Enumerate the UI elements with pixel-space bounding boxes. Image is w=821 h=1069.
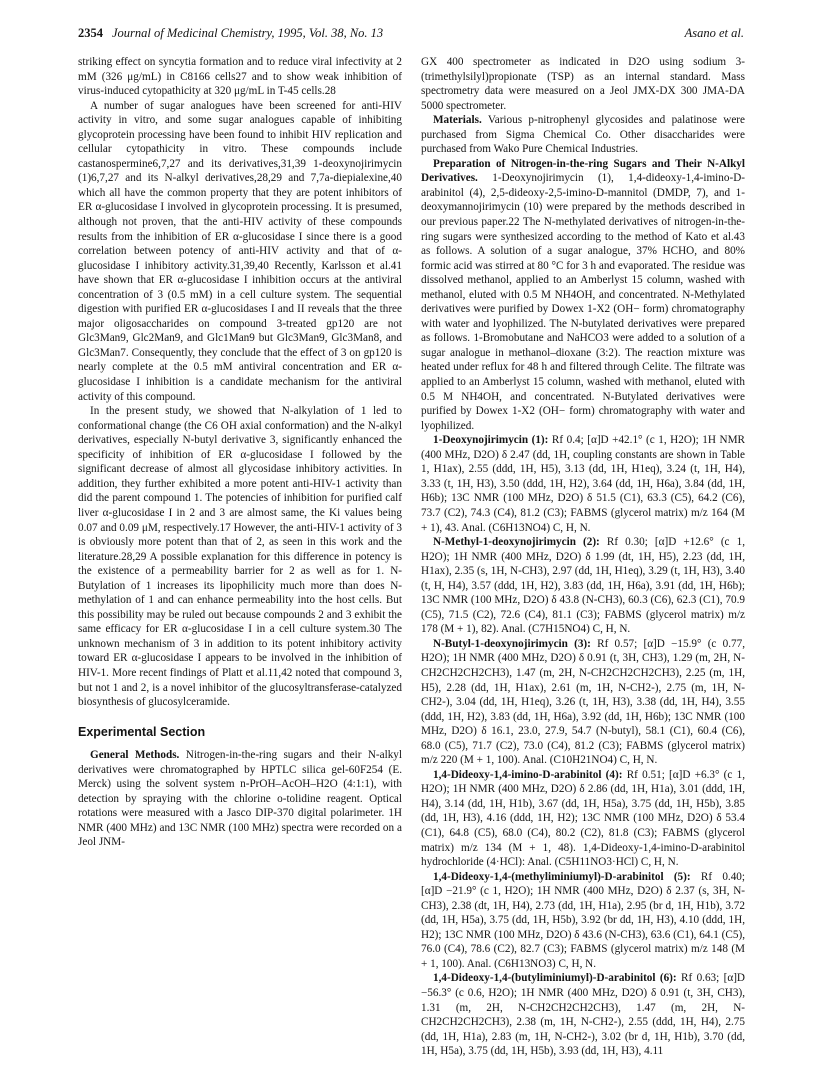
compound-name: 1-Deoxynojirimycin (1): <box>433 434 549 447</box>
run-in-heading: Materials. <box>433 114 482 127</box>
compound-data: Rf 0.30; [α]D +12.6° (c 1, H2O); 1H NMR (400 MHz, D2O) δ 1.99 (dt, 1H, H5), 2.23 (dd, 1H, H1ax), 2.35 (s, 1H, N-CH3), 2.97 (dd, 1H, H1eq), 3.29 (t, 1H, H3), 3.40 (t, H, H4), 3.57 (ddd, 1H, H2), 3.83 (dd, 1H, H6a), 3.91 (dd, 1H, H6b); 13C NMR (100 MHz, D2O) δ 43.8 (N-CH3), 60.3 (C6), 62.3 (C1), 70.9 (C5), 71.5 (C2), 72.6 (C4), 81.1 (C3); FABMS (glycerol matrix) m/z 178 (M + 1), 82). Anal. (C7H15NO4) C, H, N. <box>421 536 745 636</box>
paragraph-text: Nitrogen-in-the-ring sugars and their N-alkyl derivatives were chromatographed by HPTLC silica gel-60F254 (E. Merck) using the solvent system n-PrOH–AcOH–H2O (4:1:1), with detection by spraying with the chlorine o-tolidine reagent. Optical rotations were measured with a Jasco DIP-370 digital polarimeter. 1H NMR (400 MHz) and 13C NMR (100 MHz) spectra were recorded on a Jeol JNM- <box>78 749 402 849</box>
compound-data: Rf 0.4; [α]D +42.1° (c 1, H2O); 1H NMR (400 MHz, D2O) δ 2.47 (dd, 1H, coupling constants are shown in Table 1, H1ax), 2.55 (ddd, 1H, H5), 3.13 (dd, 1H, H1eq), 3.24 (t, 1H, H4), 3.33 (t, 1H, H3), 3.50 (ddd, 1H, H2), 3.64 (dd, 1H, H6a), 3.84 (dd, 1H, H6b); 13C NMR (100 MHz, D2O) δ 51.5 (C1), 63.3 (C5), 64.2 (C6), 73.7 (C2), 74.3 (C4), 81.2 (C3); FABMS (glycerol matrix) m/z 164 (M + 1), 43. Anal. (C6H13NO4) C, H, N. <box>421 434 745 534</box>
compound-entry <box>421 768 745 870</box>
run-in-heading: General Methods. <box>90 749 180 762</box>
compound-data: Rf 0.51; [α]D +6.3° (c 1, H2O); 1H NMR (400 MHz, D2O) δ 2.86 (dd, 1H, H1a), 3.01 (ddd, 1H, H4), 3.14 (dd, 1H, H1b), 3.67 (dd, 1H, H5a), 3.75 (dd, 1H, H5b), 3.85 (dd, 1H, H3), 4.16 (ddd, 1H, H2); 13C NMR (100 MHz, D2O) δ 53.4 (C1), 64.8 (C5), 68.0 (C4), 80.2 (C2), 81.8 (C3); FABMS (glycerol matrix) m/z 134 (M + 1, 48). 1,4-Dideoxy-1,4-imino-D-arabinitol hydrochloride (4·HCl): Anal. (C5H11NO3·HCl) C, H, N. <box>421 768 745 869</box>
compound-data: Rf 0.57; [α]D −15.9° (c 0.77, H2O); 1H NMR (400 MHz, D2O) δ 0.91 (t, 3H, CH3), 1.29 (m, 2H, N-CH2CH2CH2CH3), 1.47 (m, 2H, N-CH2CH2CH2CH3), 2.25 (m, 1H, H5), 2.28 (dd, 1H, H1ax), 2.61 (m, 1H, N-CH2-), 2.75 (m, 1H, N-CH2-), 3.04 (dd, 1H, H1eq), 3.26 (t, 1H, H3), 3.38 (dd, 1H, H4), 3.55 (ddd, 1H, H2), 3.83 (dd, 1H, H6a), 3.92 (dd, 1H, H6b); 13C NMR (100 MHz, D2O) δ 16.1, 23.0, 27.9, 54.7 (N-butyl), 58.1 (C1), 60.4 (C6), 68.0 (C5), 71.7 (C2), 73.0 (C4), 81.2 (C3); FABMS (glycerol matrix) m/z 220 (M + 1, 100). Anal. (C10H21NO4) C, H, N. <box>421 637 746 767</box>
compound-name: N-Methyl-1-deoxynojirimycin (2): <box>433 536 600 549</box>
compound-name: 1,4-Dideoxy-1,4-(butyliminiumyl)-D-arabinitol (6): <box>433 972 677 985</box>
page-number: 2354 <box>78 26 103 40</box>
running-authors: Asano et al. <box>684 26 744 40</box>
right-column <box>421 55 745 1059</box>
body-paragraph: A number of sugar analogues have been screened for anti-HIV activity in vitro, and some sugar analogues capable of inhibiting glycoprotein processing have been found to inhibit HIV replication and cellular cytopathicity in vitro. These compounds include castanospermine6,7,27 and its derivatives,31,39 1-deoxynojirimycin (1)6,7,27 and its N-alkyl derivatives,28,29 and 7,7a-diepialexine,40 which all have the common property that they are potent inhibitors of ER α-glucosidase I involved in glycoprotein processing. It is presumed, although not proven, that the anti-HIV activity of these compounds results from the inhibition of ER α-glucosidase I since there is a good correlation between potency of anti-HIV activity and that of α-glucosidase I inhibitory activity.31,39,40 Recently, Karlsson et al.41 have shown that ER α-glucosidase I inhibition occurs at the antiviral concentration of 3 (0.5 mM) in a cell culture system. The sequential digestion with purified ER α-glucosidases I and II reveals that the three major oligosaccharides on compound 3-treated gp120 are not Glc3Man9, Glc2Man9, and Glc1Man9 but Glc3Man9, Glc3Man8, and Glc3Man7. Consequently, they conclude that the effect of 3 on gp120 is nearly complete at the 0.5 mM antiviral concentration and ER α-glucosidase I inhibition is a candidate mechanism for the antiviral activity of this compound. <box>78 99 402 403</box>
compound-data: Rf 0.40; [α]D −21.9° (c 1, H2O); 1H NMR (400 MHz, D2O) δ 2.37 (s, 3H, N-CH3), 2.38 (dt, 1H, H4), 2.73 (dd, 1H, H1a), 2.95 (br d, 1H, H1b), 3.72 (dd, 1H, H5a), 3.75 (dd, 1H, H5b), 3.92 (br dd, 1H, H3), 4.10 (ddd, 1H, H2); 13C NMR (100 MHz, D2O) δ 43.6 (N-CH3), 63.6 (C1), 64.1 (C5), 76.0 (C4), 78.6 (C2), 82.7 (C3); FABMS (glycerol matrix) m/z 148 (M + 1, 100). Anal. (C6H13NO3) C, H, N. <box>421 870 746 970</box>
preparation-paragraph <box>421 157 745 433</box>
compound-entry <box>421 535 745 637</box>
compound-name: N-Butyl-1-deoxynojirimycin (3): <box>433 637 591 650</box>
compound-entry <box>421 433 745 535</box>
body-paragraph: striking effect on syncytia formation and to reduce viral infectivity at 2 mM (326 μg/mL) in C8166 cells27 and to show weak inhibition of virus-induced cytopathicity at 320 μg/mL in T-45 cells.28 <box>78 56 402 98</box>
body-paragraph: In the present study, we showed that N-alkylation of 1 led to conformational change (the C6 OH axial conformation) and the N-alkyl derivatives, especially N-butyl derivative 3, significantly enhanced the specificity of inhibition of ER α-glucosidase I followed by the significant decrease of almost all glycosidase inhibitory activities. In addition, they further exhibited a more potent anti-HIV-1 activity than did the parent compound 1. The potencies of inhibition for purified calf liver α-glucosidase I in 2 and 3 are almost same, the Ki values being 0.07 and 0.09 μM, respectively.17 However, the anti-HIV-1 activity of 3 is obviously more potent than that of 2, as seen in this work and the literature.28,29 A possible explanation for this difference in potency is the existence of a permeability barrier for 2 as well as for 1. N-Butylation of 1 increases its lipophilicity much more than does N-methylation of 1 and can enhance permeability into the host cells. But this possibility may be ruled out because compounds 2 and 3 exhibit the same efficacy for ER α-glucosidase I in a cell culture system.30 The unknown mechanism of 3 in addition to its potent inhibitory activity toward ER α-glucosidase I appears to be involved in the inhibition of HIV-1. More recent findings of Platt et al.11,42 noted that compound 3, but not 1 and 2, is a novel inhibitor of the glucosyltransferase-catalyzed biosynthesis of glucosylceramide. <box>78 405 402 709</box>
materials-paragraph <box>421 113 745 157</box>
compound-entry <box>421 971 745 1058</box>
general-methods-paragraph <box>78 748 402 850</box>
section-title: Experimental Section <box>78 724 206 739</box>
compound-name: 1,4-Dideoxy-1,4-(methyliminiumyl)-D-arabinitol (5): <box>433 870 691 883</box>
run-in-heading: Preparation of Nitrogen-in-the-ring Sugars and Their N-Alkyl Derivatives. <box>421 157 745 185</box>
compound-entry <box>421 637 745 768</box>
journal-citation: Journal of Medicinal Chemistry, 1995, Vol. 38, No. 13 <box>112 26 384 40</box>
compound-name: 1,4-Dideoxy-1,4-imino-D-arabinitol (4): <box>433 768 623 781</box>
running-header <box>78 26 744 44</box>
paragraph-text: 1-Deoxynojirimycin (1), 1,4-dideoxy-1,4-imino-D-arabinitol (4), 2,5-dideoxy-2,5-imino-D-mannitol (DMDP, 7), and 1-deoxymannojirimycin (10) were prepared by the methods described in our previous paper.22 The N-methylated derivatives of nitrogen-in-the-ring sugars were synthesized according to the method of Kato et al.43 as follows. A solution of a sugar analogue, 37% HCHO, and 80% formic acid was stirred at 80 °C for 3 h and evaporated. The residue was dissolved methanol, applied to an Amberlyst 15 column, washed with methanol, eluted with 0.5 M NH4OH, and concentrated. N-Methylated derivatives were purified by Dowex 1-X2 (OH− form) chromatography with water and lyophilized. The N-butylated derivatives were prepared as follows. 1-Bromobutane and NaHCO3 were added to a solution of a sugar analogue in methanol–dioxane (3:2). The reaction mixture was heated under reflux for 48 h and filtered through Celite. The filtrate was applied to an Amberlyst 15 column, washed with methanol, eluted with 0.5 M NH4OH, and concentrated. N-Butylated derivatives were purified by Dowex 1-X2 (OH− form) chromatography with water and lyophilized. <box>421 172 745 432</box>
compound-entry <box>421 870 745 972</box>
paragraph-text: Various p-nitrophenyl glycosides and palatinose were purchased from Sigma Chemical Co. Other disaccharides were purchased from Wako Pure Chemical Industries. <box>421 114 745 156</box>
body-paragraph: GX 400 spectrometer as indicated in D2O using sodium 3-(trimethylsilyl)propionate (TSP) as an internal standard. Mass spectrometry data were measured on a Jeol JMX-DX 300 JMA-DA 5000 spectrometer. <box>421 56 745 112</box>
left-column <box>78 55 402 850</box>
compound-data: Rf 0.63; [α]D −56.3° (c 0.6, H2O); 1H NMR (400 MHz, D2O) δ 0.91 (t, 3H, CH3), 1.31 (m, 2H, N-CH2CH2CH2CH3), 1.47 (m, 2H, N-CH2CH2CH2CH3), 2.38 (m, 1H, N-CH2-), 2.55 (ddd, 1H, H4), 2.75 (dd, 1H, H1a), 2.83 (m, 1H, N-CH2-), 3.02 (br d, 1H, H1b), 3.70 (dd, 1H, H5a), 3.75 (dd, 1H, H5b), 3.93 (dd, 1H, H3), 4.11 <box>421 972 746 1058</box>
